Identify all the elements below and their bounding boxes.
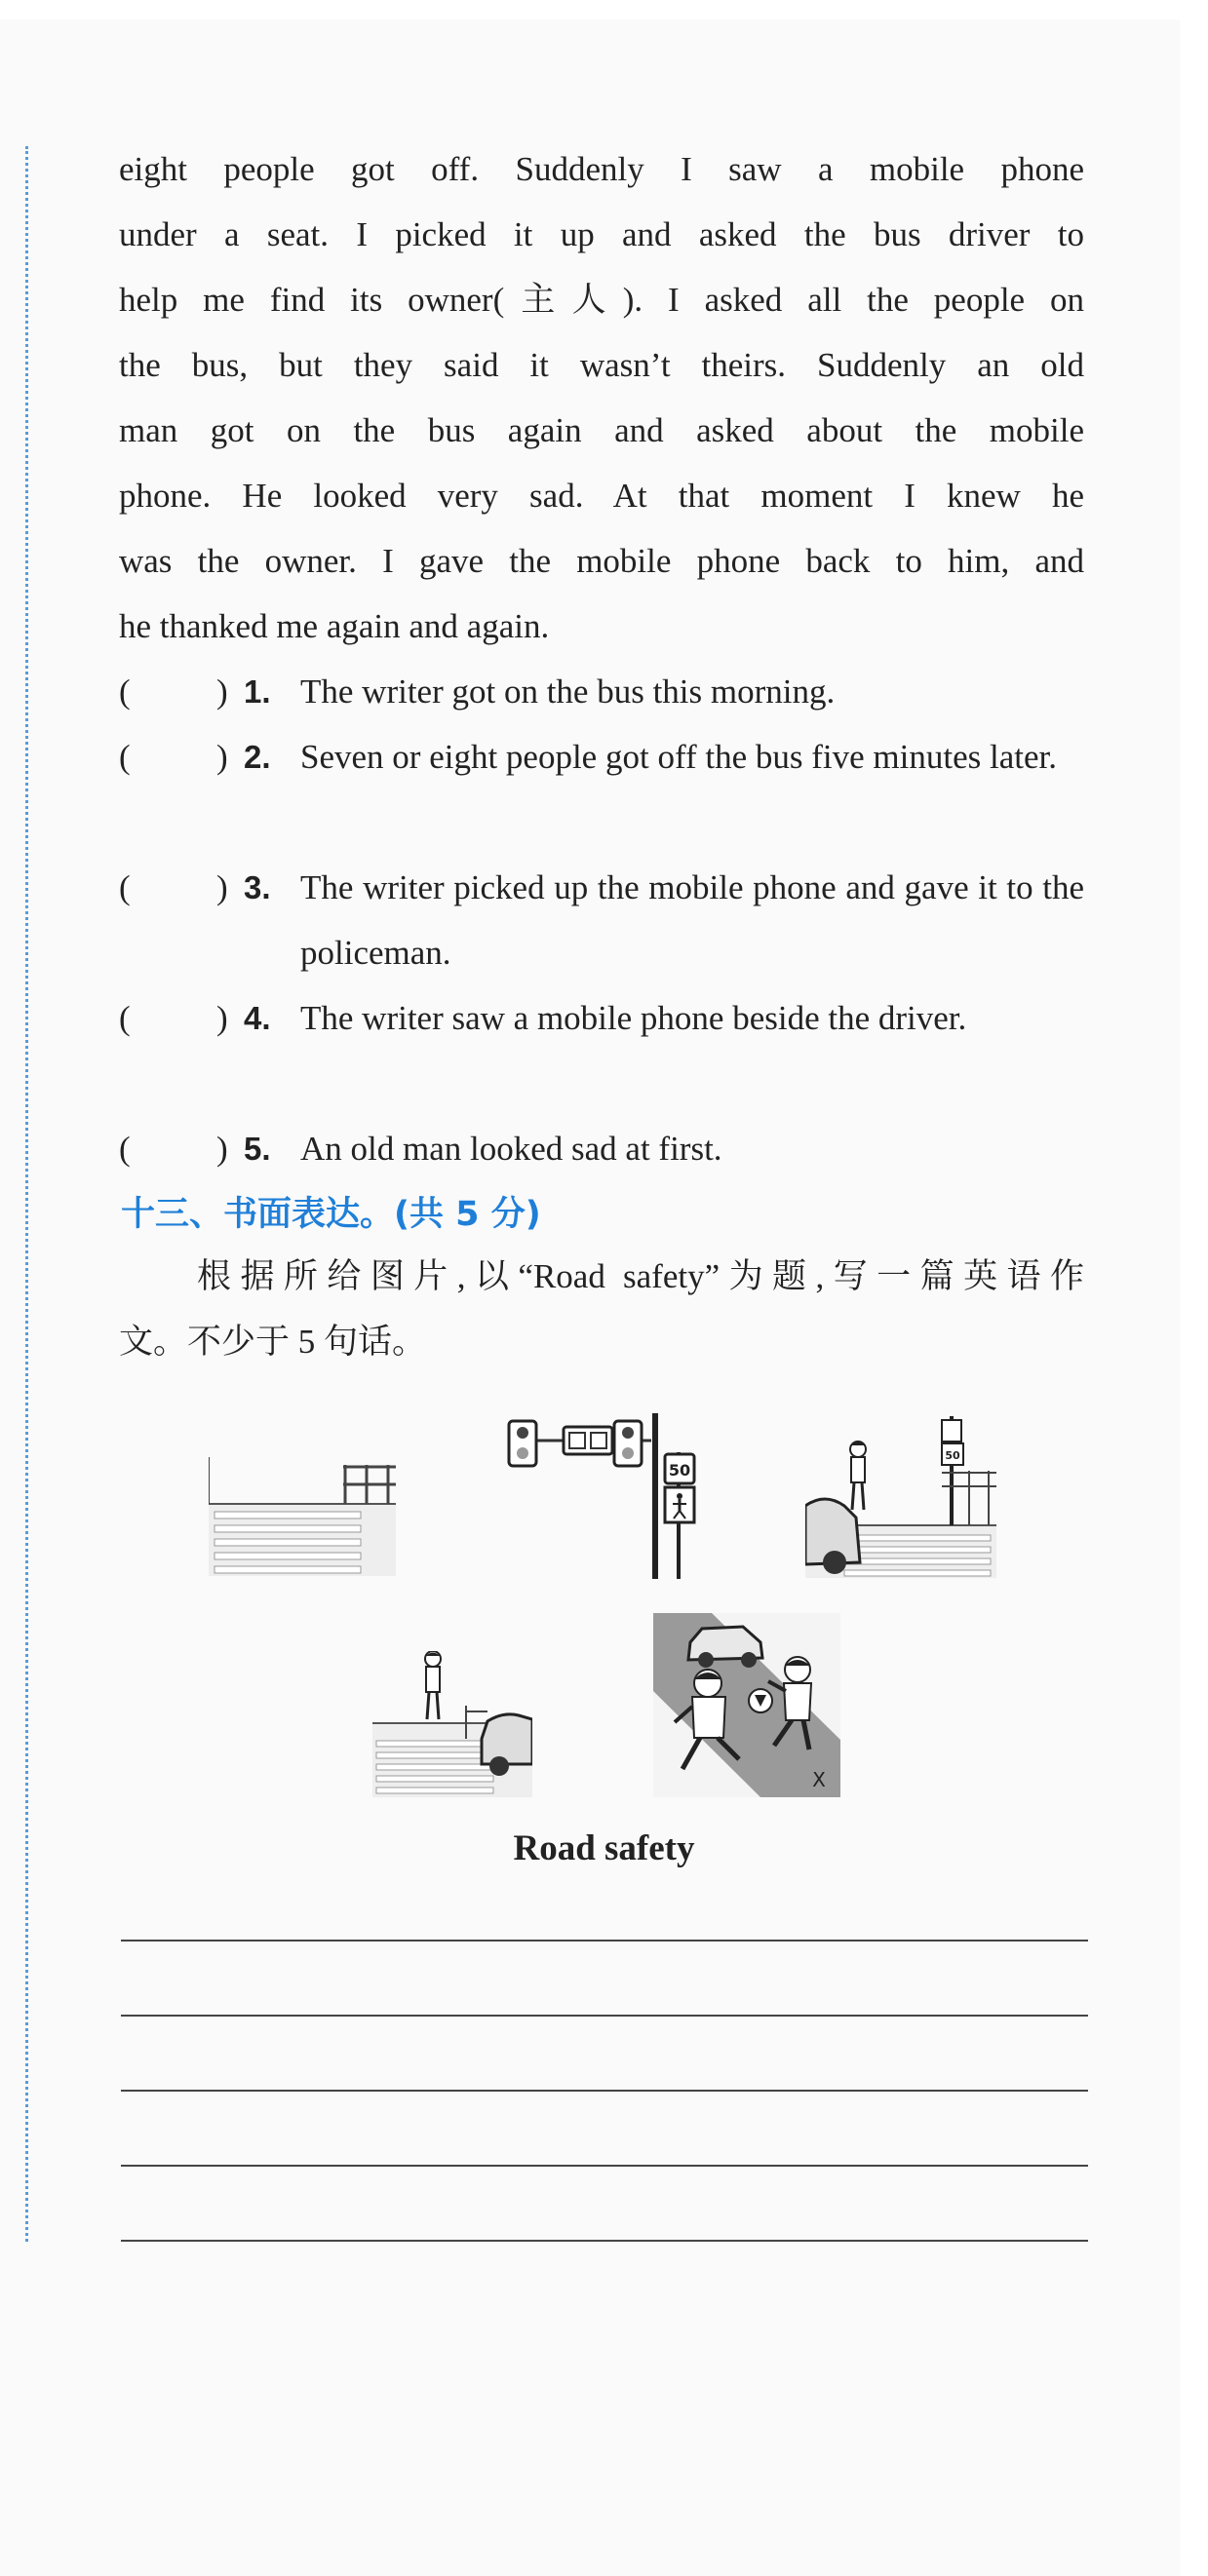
picture-kids-playing-on-road <box>653 1613 840 1797</box>
question-text: The writer picked up the mobile phone and gave it to the policeman. <box>300 868 1084 972</box>
reading-passage <box>119 136 1084 659</box>
question-text: Seven or eight people got off the bus five minutes later. <box>300 738 1057 776</box>
binding-dotted-line <box>25 146 28 2242</box>
question-list <box>119 659 1084 1181</box>
question-item <box>119 724 1084 855</box>
passage-line: eight people got off. Suddenly I saw a mobile phone <box>119 150 1084 188</box>
answer-paren-close: ) <box>216 673 228 711</box>
picture-traffic-lights <box>495 1413 712 1579</box>
passage-line: he thanked me again and again. <box>119 607 550 645</box>
writing-line[interactable] <box>121 2090 1088 2092</box>
answer-paren-open: ( <box>119 738 131 776</box>
question-number: 2. <box>244 739 271 775</box>
answer-paren-open: ( <box>119 999 131 1037</box>
passage-line: the bus, but they said it wasn’t theirs. Suddenly an old <box>119 346 1084 384</box>
question-number: 1. <box>244 673 271 710</box>
picture-car-at-crossing <box>805 1416 996 1578</box>
instruction-line: 文。不少于 5 句话。 <box>119 1323 427 1361</box>
question-item <box>119 855 1084 985</box>
passage-line: man got on the bus again and asked about the mobile <box>119 411 1084 449</box>
question-number: 3. <box>244 869 271 905</box>
picture-crosswalk <box>209 1457 396 1576</box>
answer-paren-open: ( <box>119 1130 131 1168</box>
question-item <box>119 1116 1084 1181</box>
question-number: 5. <box>244 1131 271 1167</box>
passage-line: help me find its owner(主人). I asked all the people on <box>119 281 1084 319</box>
writing-line[interactable] <box>121 2165 1088 2167</box>
answer-paren-open: ( <box>119 673 131 711</box>
svg-text:50: 50 <box>945 1449 960 1462</box>
section-heading: 十三、书面表达。(共 5 分) <box>121 1195 541 1234</box>
writing-line[interactable] <box>121 2240 1088 2242</box>
answer-paren-close: ) <box>216 1130 228 1168</box>
question-item <box>119 985 1084 1116</box>
essay-title: Road safety <box>513 1828 695 1868</box>
answer-paren-close: ) <box>216 999 228 1037</box>
question-text: An old man looked sad at first. <box>300 1130 722 1168</box>
writing-line[interactable] <box>121 1940 1088 1942</box>
question-text: The writer got on the bus this morning. <box>300 673 836 711</box>
writing-instruction <box>119 1244 1084 1374</box>
speed-limit-text: 50 <box>668 1461 691 1480</box>
question-text: The writer saw a mobile phone beside the driver. <box>300 999 967 1037</box>
answer-paren-open: ( <box>119 868 131 906</box>
question-item <box>119 659 1084 724</box>
picture-person-waiting <box>372 1651 532 1797</box>
answer-paren-close: ) <box>216 738 228 776</box>
answer-paren-close: ) <box>216 868 228 906</box>
passage-line: phone. He looked very sad. At that moment I knew he <box>119 477 1084 515</box>
question-number: 4. <box>244 1000 271 1036</box>
writing-line[interactable] <box>121 2015 1088 2017</box>
instruction-line: 根据所给图片,以“Road safety”为题,写一篇英语作 <box>197 1257 1084 1295</box>
passage-line: under a seat. I picked it up and asked the bus driver to <box>119 215 1084 253</box>
passage-line: was the owner. I gave the mobile phone back to him, and <box>119 542 1084 580</box>
wrong-mark: X <box>812 1768 826 1791</box>
